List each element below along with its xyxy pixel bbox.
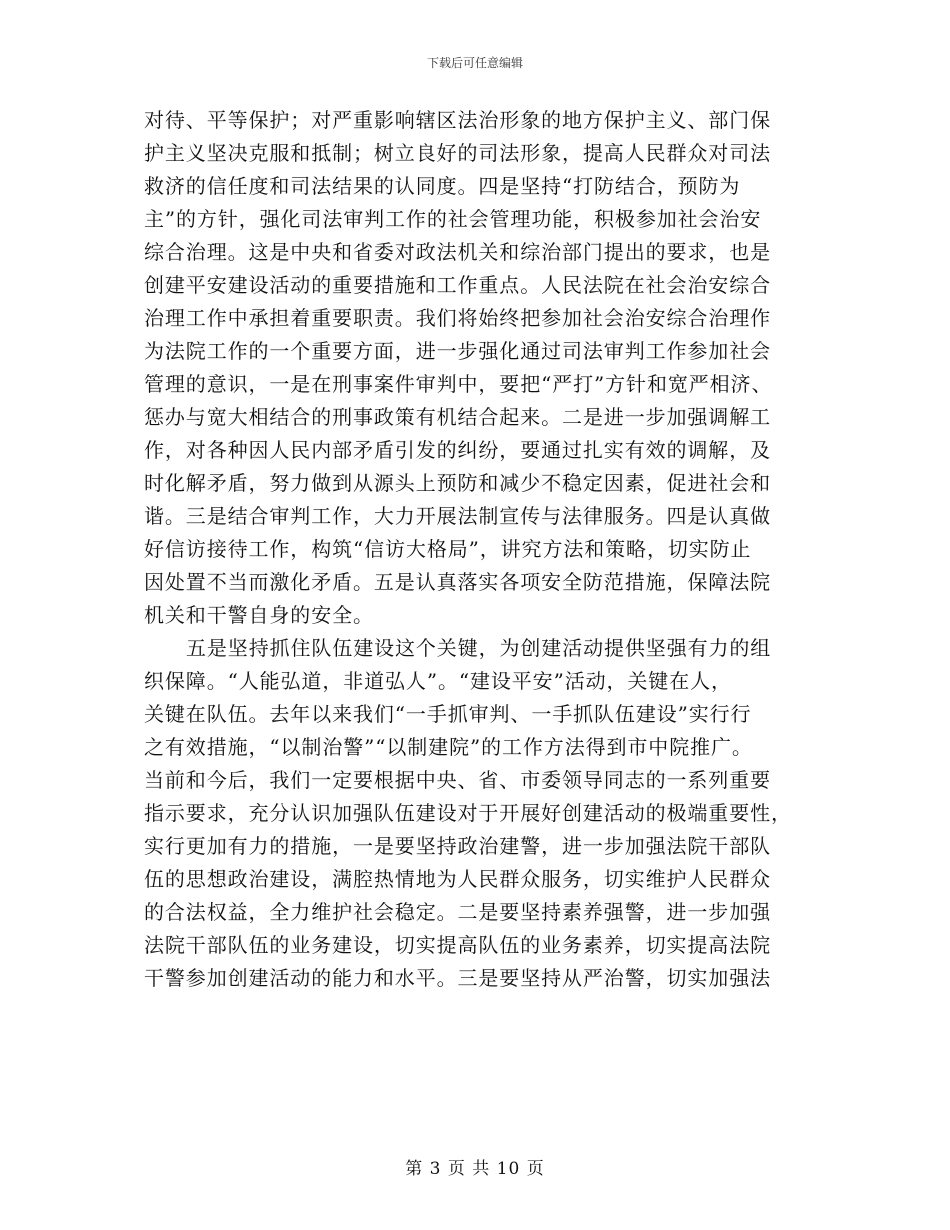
text-line: 因处置不当而激化矛盾。五是认真落实各项安全防范措施，保障法院 (144, 570, 771, 594)
text-line: 机关和干警自身的安全。 (144, 603, 374, 627)
page-header: 下载后可任意编辑 (426, 56, 523, 70)
text-line: 的合法权益，全力维护社会稳定。二是要坚持素养强警，进一步加强 (144, 900, 771, 924)
text-line: 关键在队伍。去年以来我们“一手抓审判、一手抓队伍建设”实行行 (144, 702, 752, 726)
document-body (144, 104, 812, 995)
text-line: 救济的信任度和司法结果的认同度。四是坚持“打防结合，预防为 (144, 174, 741, 198)
text-line: 对待、平等保护；对严重影响辖区法治形象的地方保护主义、部门保 (144, 108, 771, 132)
text-line: 好信访接待工作，构筑“信访大格局”，讲究方法和策略，切实防止 (144, 537, 752, 561)
text-line: 之有效措施，“以制治警”“以制建院”的工作方法得到市中院推广。 (144, 735, 753, 759)
text-line: 护主义坚决克服和抵制；树立良好的司法形象，提高人民群众对司法 (144, 141, 771, 165)
page-number-footer: 第 3 页 共 10 页 (405, 1159, 545, 1179)
text-line: 为法院工作的一个重要方面，进一步强化通过司法审判工作参加社会 (144, 339, 771, 363)
text-line: 管理的意识，一是在刑事案件审判中，要把“严打”方针和宽严相济、 (144, 372, 773, 396)
text-line: 当前和今后，我们一定要根据中央、省、市委领导同志的一系列重要 (144, 768, 771, 792)
text-line: 综合治理。这是中央和省委对政法机关和综治部门提出的要求，也是 (144, 240, 771, 264)
text-line: 作，对各种因人民内部矛盾引发的纠纷，要通过扎实有效的调解，及 (144, 438, 771, 462)
text-line: 织保障。“人能弘道，非道弘人”。“建设平安”活动，关键在人， (144, 669, 732, 693)
text-line: 实行更加有力的措施，一是要坚持政治建警，进一步加强法院干部队 (144, 834, 771, 858)
text-line: 指示要求，充分认识加强队伍建设对于开展好创建活动的极端重要性， (144, 801, 792, 825)
text-line: 伍的思想政治建设，满腔热情地为人民群众服务，切实维护人民群众 (144, 867, 771, 891)
text-line: 干警参加创建活动的能力和水平。三是要坚持从严治警，切实加强法 (144, 966, 771, 990)
text-line: 创建平安建设活动的重要措施和工作重点。人民法院在社会治安综合 (144, 273, 771, 297)
text-line: 惩办与宽大相结合的刑事政策有机结合起来。二是进一步加强调解工 (144, 405, 771, 429)
text-line: 主”的方针，强化司法审判工作的社会管理功能，积极参加社会治安 (144, 207, 762, 231)
text-line: 时化解矛盾，努力做到从源头上预防和减少不稳定因素，促进社会和 (144, 471, 771, 495)
text-line: 五是坚持抓住队伍建设这个关键，为创建活动提供坚强有力的组 (186, 636, 772, 660)
text-line: 法院干部队伍的业务建设，切实提高队伍的业务素养，切实提高法院 (144, 933, 771, 957)
text-line: 治理工作中承担着重要职责。我们将始终把参加社会治安综合治理作 (144, 306, 771, 330)
text-line: 谐。三是结合审判工作，大力开展法制宣传与法律服务。四是认真做 (144, 504, 771, 528)
